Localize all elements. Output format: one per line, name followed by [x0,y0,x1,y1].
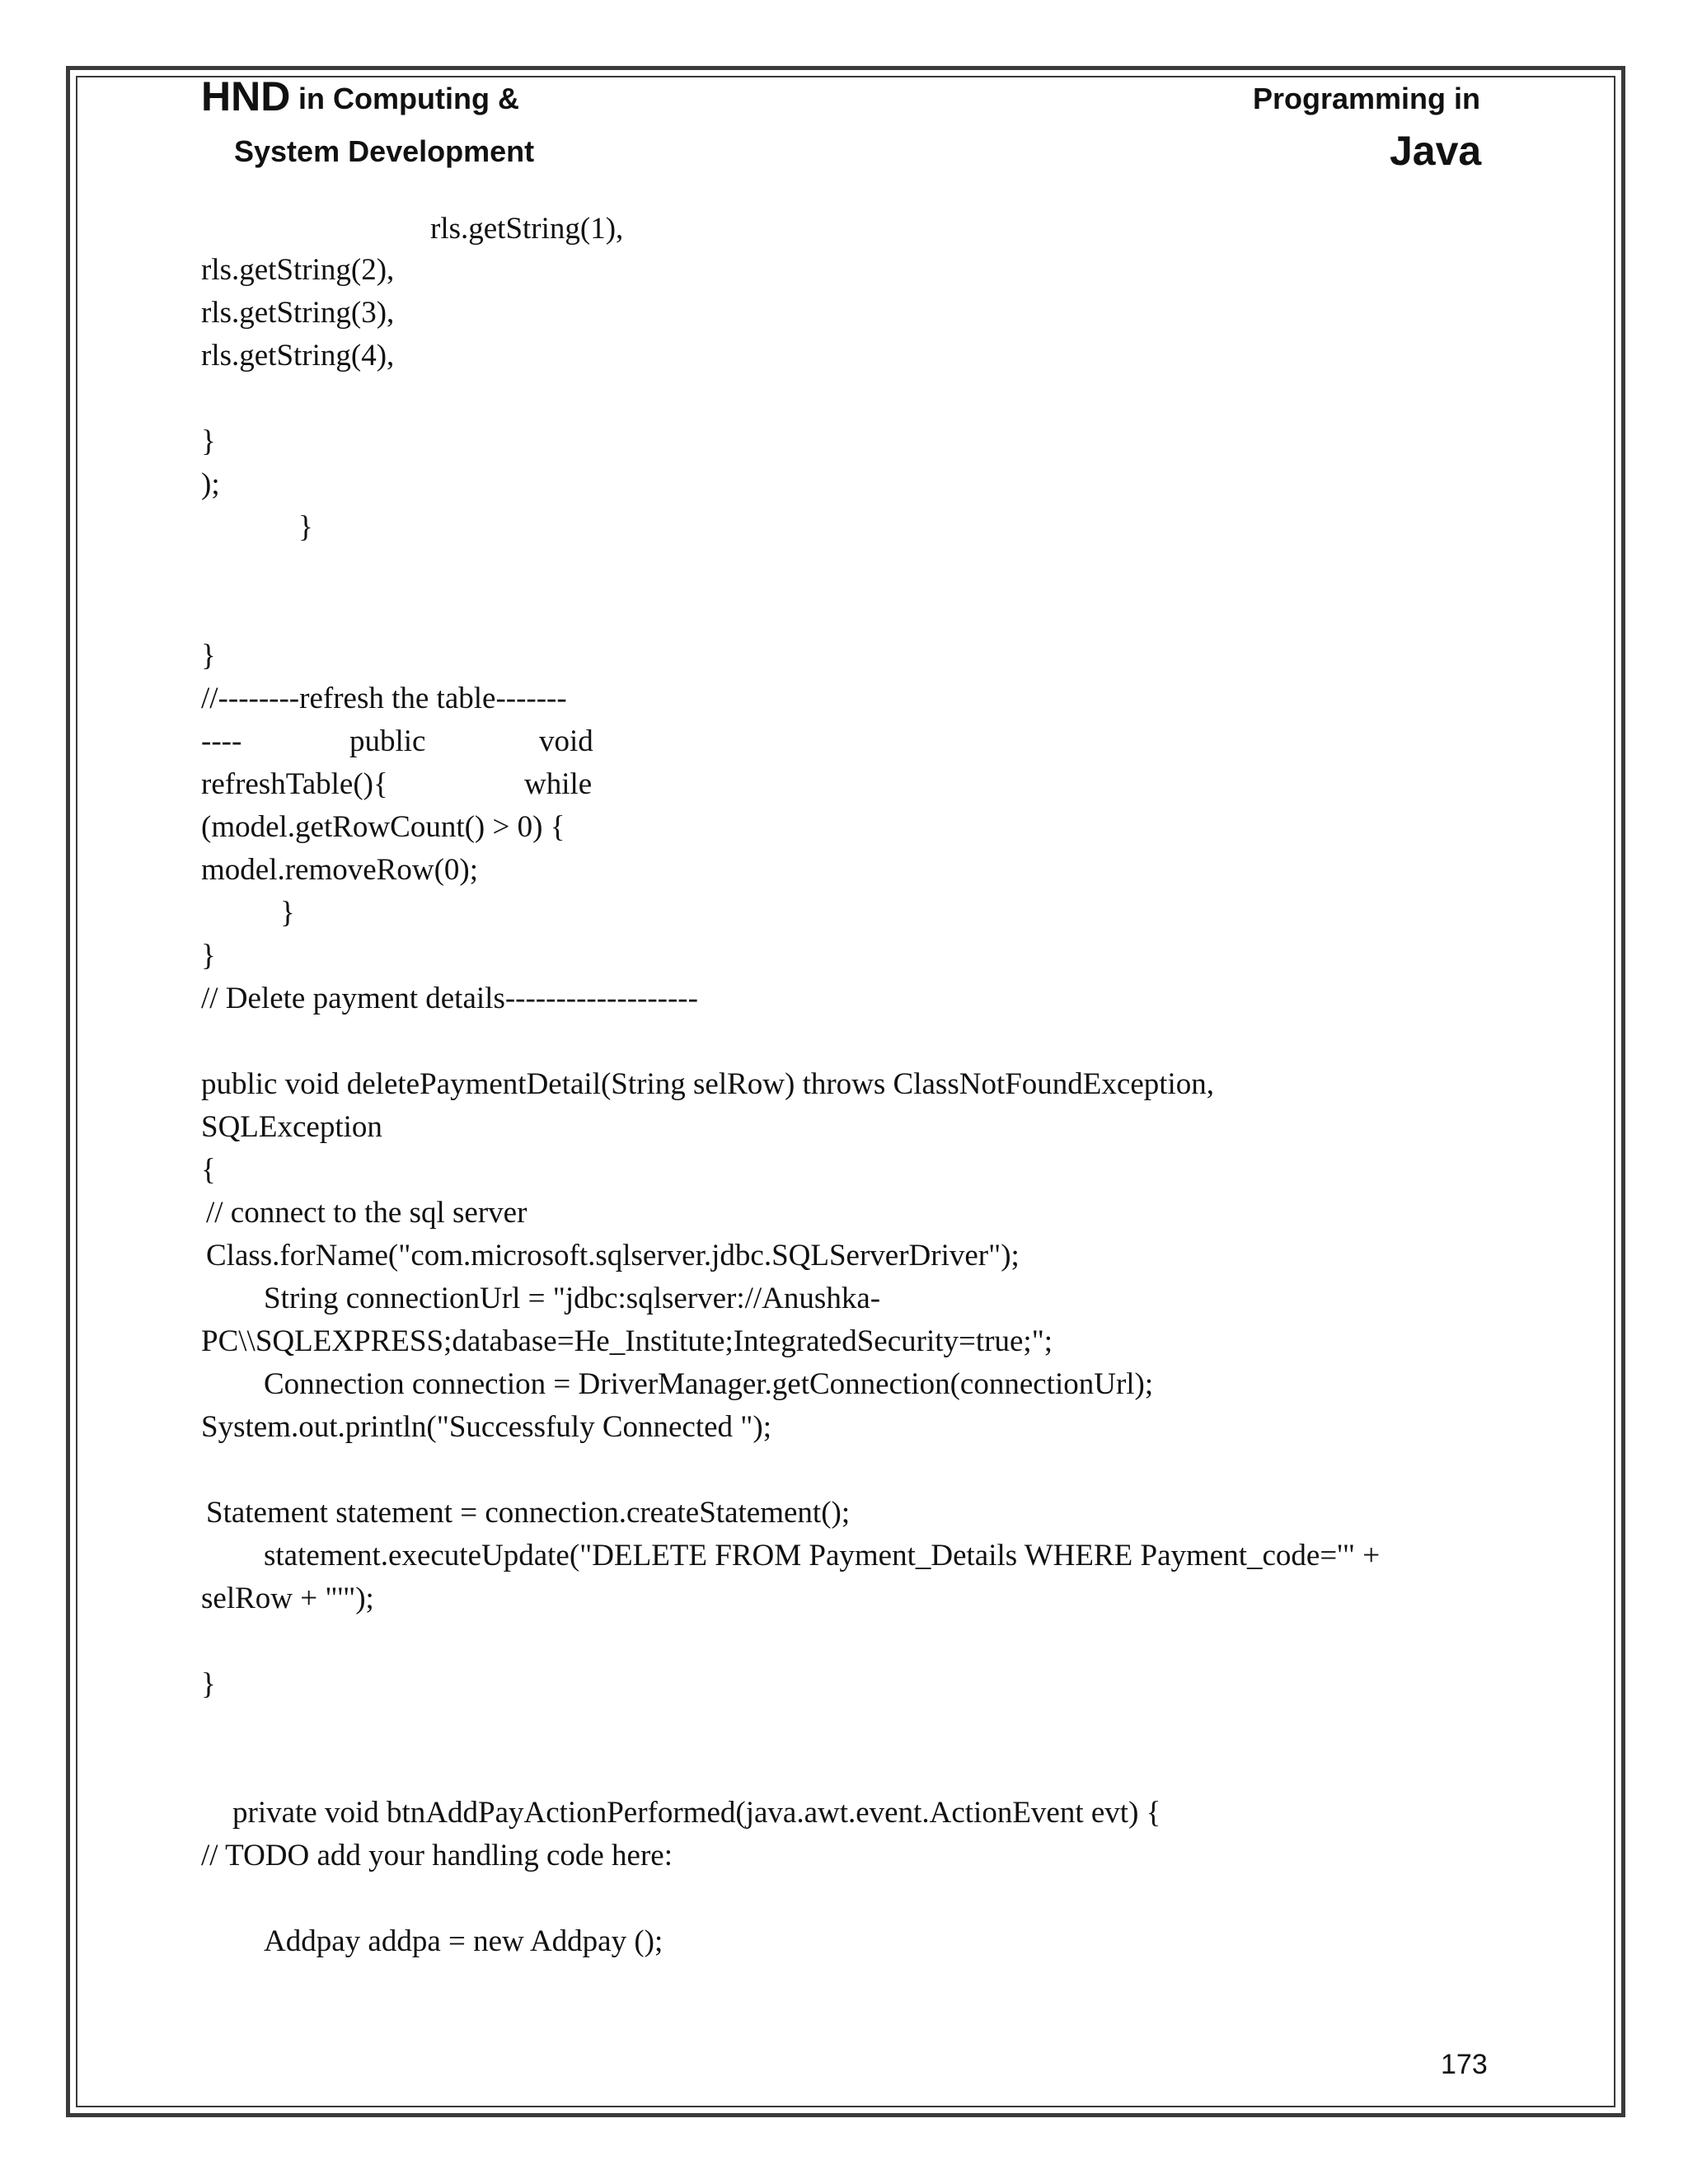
code-line: } [298,510,313,544]
page-number: 173 [1441,2049,1488,2080]
code-line: while [524,767,593,801]
header-course: in Computing & [298,82,519,115]
code-line: selRow + "'"); [201,1582,374,1615]
header-hnd: HND [201,73,291,120]
code-line: public void deletePaymentDetail(String selRow) throws ClassNotFoundException, [201,1067,1215,1101]
code-line: Connection connection = DriverManager.getConnection(connectionUrl); [264,1367,1154,1401]
code-line: //--------refresh the table------- [201,682,567,715]
code-line: // connect to the sql server [206,1196,528,1230]
code-line: (model.getRowCount() > 0) { [201,810,565,844]
code-line: SQLException [201,1110,382,1144]
code-line: PC\\SQLEXPRESS;database=He_Institute;IntegratedSecurity=true;"; [201,1324,1053,1358]
code-line: // TODO add your handling code here: [201,1839,673,1872]
code-line: refreshTable(){ [201,767,388,801]
code-line: } [201,639,216,673]
code-line: // Delete payment details------------------- [201,982,698,1015]
code-line: void [539,724,593,758]
code-line: statement.executeUpdate("DELETE FROM Payment_Details WHERE Payment_code='" + [264,1539,1381,1572]
code-line: rls.getString(3), [201,296,395,330]
code-line: Addpay addpa = new Addpay (); [264,1924,663,1958]
code-line: rls.getString(2), [201,253,395,287]
code-line: Class.forName("com.microsoft.sqlserver.jdbc.SQLServerDriver"); [206,1239,1020,1272]
code-line: System.out.println("Successfuly Connected "); [201,1410,771,1444]
header-course-line2: System Development [234,134,535,168]
code-line: rls.getString(4), [201,339,395,373]
code-line: ); [201,467,220,501]
code-line: rls.getString(1), [430,212,624,246]
code-line: } [201,1667,216,1701]
header-subject-line2: Java [1390,128,1482,174]
code-line: { [201,1153,216,1187]
code-line: Statement statement = connection.createStatement(); [206,1496,851,1530]
code-line: } [201,424,216,458]
code-line: private void btnAddPayActionPerformed(java.awt.event.ActionEvent evt) { [232,1796,1161,1830]
code-line: String connectionUrl = "jdbc:sqlserver://Anushka- [264,1282,881,1315]
header-subject: Programming in [1253,82,1481,115]
code-line: ---- [201,724,242,758]
code-line: model.removeRow(0); [201,853,478,887]
code-line: } [201,939,216,972]
code-line: } [280,896,295,930]
code-line: public [349,724,426,758]
